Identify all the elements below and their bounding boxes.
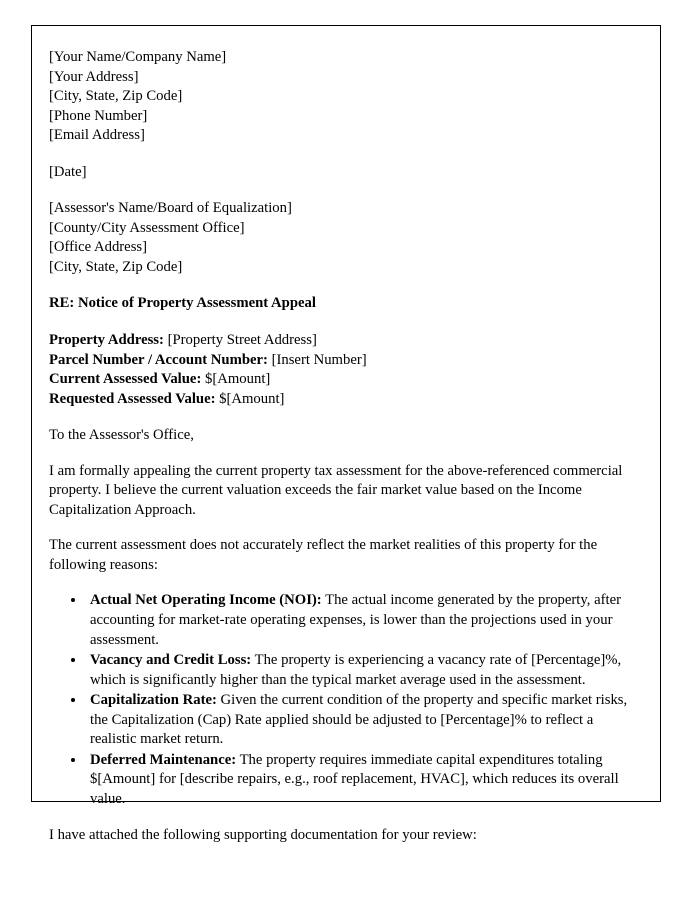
list-item-label: Vacancy and Credit Loss: — [90, 652, 252, 669]
property-details-block — [49, 331, 642, 409]
spacer-7 — [49, 520, 642, 536]
sender-line-5: [Email Address] — [49, 127, 145, 144]
sender-line-1: [Your Name/Company Name] — [49, 49, 227, 65]
salutation: To the Assessor's Office, — [49, 427, 194, 444]
spacer-4 — [49, 314, 642, 331]
sender-line-4: [Phone Number] — [49, 107, 148, 124]
property-detail-row — [49, 331, 642, 351]
list-item — [86, 751, 642, 810]
recipient-line-2: [County/City Assessment Office] — [49, 219, 245, 236]
list-item-label: Capitalization Rate: — [90, 692, 217, 709]
reasons-list — [49, 591, 642, 809]
paragraph-reasons-intro: The current assessment does not accurately reflect the market realities of this property for the following reasons: — [49, 537, 598, 573]
list-item-label: Actual Net Operating Income (NOI): — [90, 592, 322, 609]
spacer-8 — [49, 575, 642, 591]
property-detail-row — [49, 351, 642, 371]
property-detail-value: $[Amount] — [205, 371, 271, 388]
recipient-line-1: [Assessor's Name/Board of Equalization] — [49, 200, 292, 217]
sender-line-3: [City, State, Zip Code] — [49, 88, 183, 105]
property-detail-label: Property Address: — [49, 332, 164, 349]
list-item-label: Deferred Maintenance: — [90, 751, 237, 768]
sender-line-2: [Your Address] — [49, 68, 139, 85]
paragraph-appeal-statement: I am formally appealing the current property tax assessment for the above-referenced commercial property. I believe the current valuation exceeds the fair market value based on the Income Capitalization Approach. — [49, 462, 623, 518]
list-item-text: The property is experiencing a vacancy rate of [Percentage]%, which is significantly higher than the typical market average used in the assessment. — [90, 652, 622, 688]
sender-address-block — [49, 48, 642, 146]
list-item — [86, 691, 642, 750]
subject-line: RE: Notice of Property Assessment Appeal — [49, 295, 316, 312]
property-detail-row — [49, 390, 642, 410]
list-item-text: The actual income generated by the property, after accounting for market-rate operating expenses, is lower than the projections used in your assessment. — [90, 592, 622, 648]
recipient-address-block — [49, 199, 642, 277]
property-detail-value: [Insert Number] — [271, 351, 367, 368]
spacer-1 — [49, 146, 642, 163]
list-item-text: The property requires immediate capital expenditures totaling $[Amount] for [describe repairs, e.g., roof replacement, HVAC], which reduces its overall value. — [90, 751, 619, 807]
list-item-text: Given the current condition of the property and specific market risks, the Capitalization (Cap) Rate applied should be adjusted to [Percentage]% to reflect a realistic market return. — [90, 692, 628, 748]
letter-frame — [31, 25, 661, 843]
recipient-line-3: [Office Address] — [49, 239, 148, 256]
list-item — [86, 651, 642, 690]
property-detail-value: $[Amount] — [219, 390, 285, 407]
property-detail-label: Current Assessed Value: — [49, 371, 202, 388]
property-detail-label: Requested Assessed Value: — [49, 390, 216, 407]
property-detail-value: [Property Street Address] — [167, 332, 317, 349]
list-item — [86, 591, 642, 650]
spacer-5 — [49, 409, 642, 426]
property-detail-row — [49, 370, 642, 390]
property-detail-label: Parcel Number / Account Number: — [49, 351, 268, 368]
spacer-9 — [49, 810, 642, 826]
spacer-2 — [49, 182, 642, 199]
paragraph-attachments-intro: I have attached the following supporting documentation for your review: — [49, 826, 477, 843]
spacer-6 — [49, 446, 642, 462]
spacer-3 — [49, 277, 642, 294]
letter-body — [32, 26, 660, 845]
recipient-line-4: [City, State, Zip Code] — [49, 258, 183, 275]
date-line: [Date] — [49, 163, 87, 180]
